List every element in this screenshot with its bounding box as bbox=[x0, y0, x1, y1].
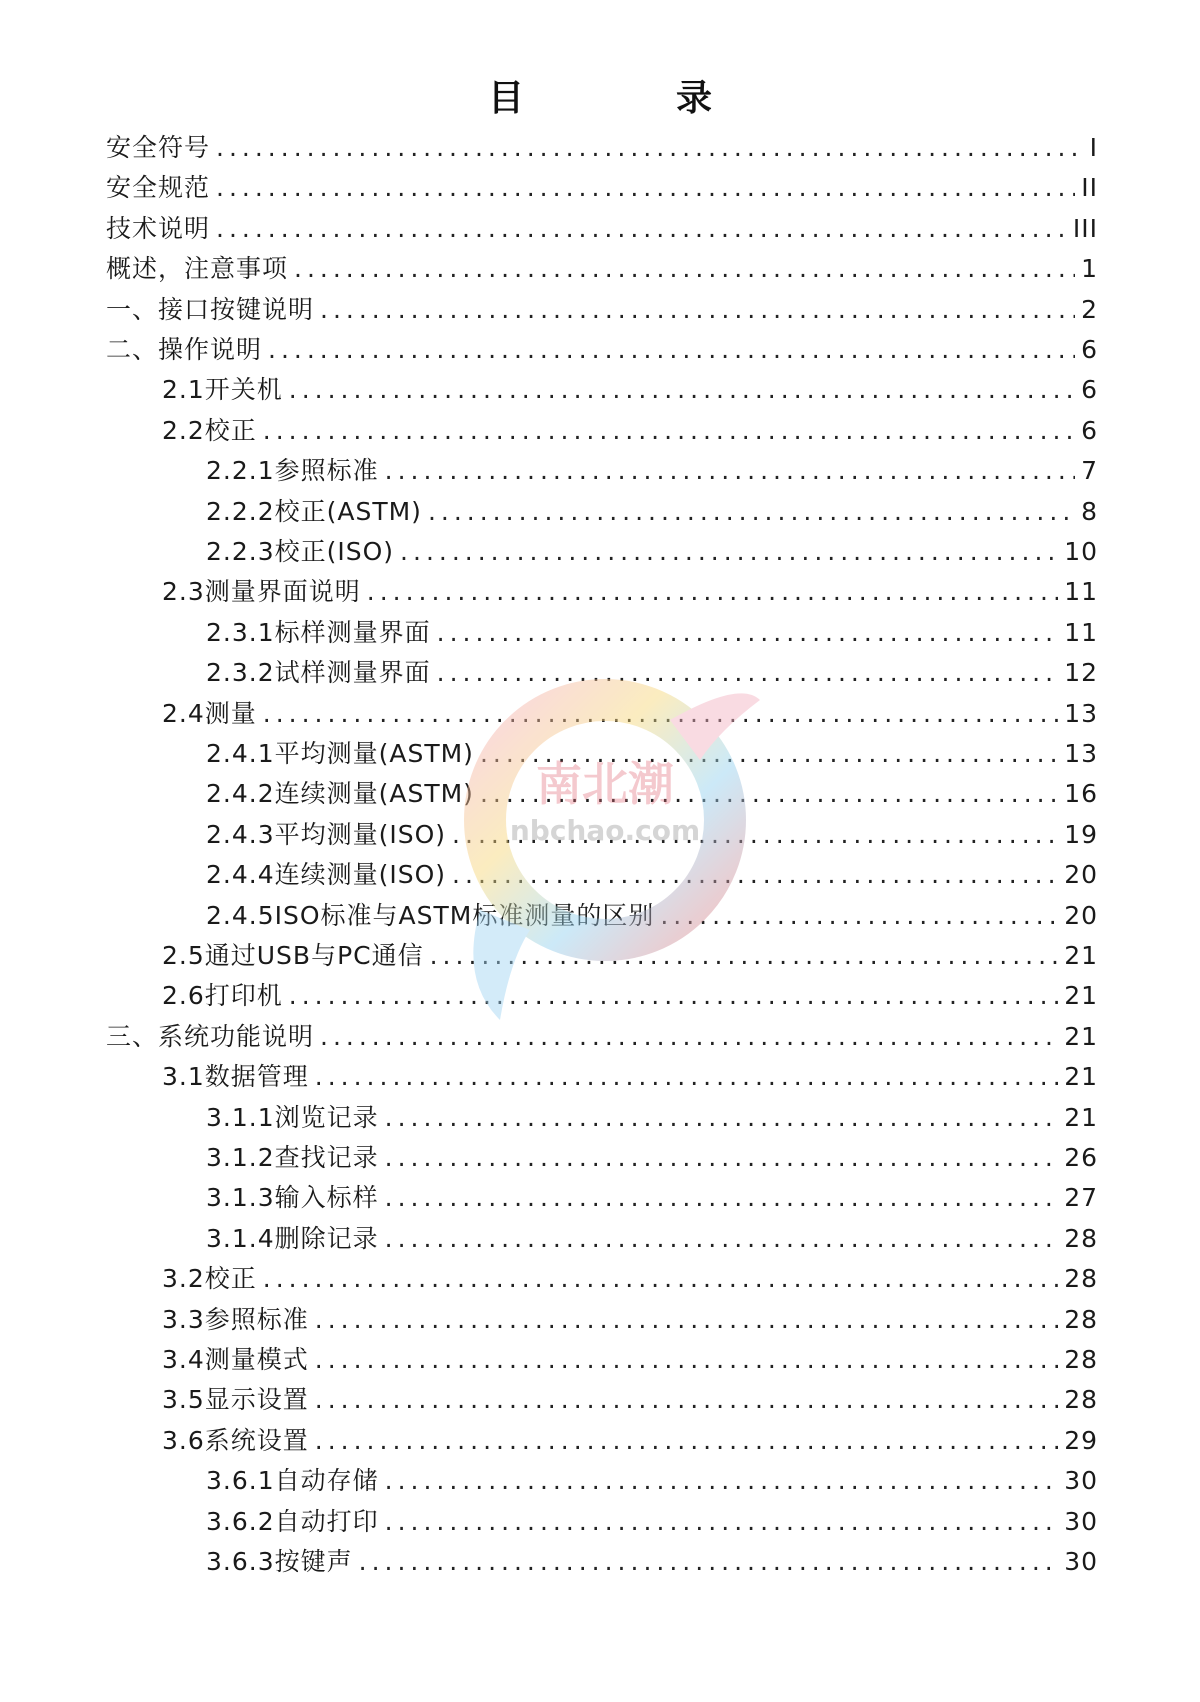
toc-entry-page-number: 30 bbox=[1064, 1466, 1098, 1496]
toc-leader-dots bbox=[385, 1461, 1059, 1501]
toc-entry-label: 3.6.2自动打印 bbox=[206, 1506, 379, 1536]
toc-entry-page-number: 28 bbox=[1064, 1385, 1098, 1415]
toc-entry-label: 三、系统功能说明 bbox=[106, 1021, 315, 1051]
toc-entry[interactable] bbox=[106, 1017, 1098, 1057]
toc-entry-label: 2.3.2试样测量界面 bbox=[206, 658, 431, 688]
toc-leader-dots bbox=[268, 330, 1075, 370]
toc-entry[interactable] bbox=[106, 209, 1098, 249]
toc-entry-page-number: 21 bbox=[1064, 1021, 1098, 1051]
toc-entry-page-number: 2 bbox=[1081, 294, 1098, 324]
toc-entry[interactable] bbox=[206, 532, 1098, 572]
toc-entry-page-number: 6 bbox=[1081, 415, 1098, 445]
toc-entry-label: 2.2.2校正(ASTM) bbox=[206, 496, 422, 526]
toc-leader-dots bbox=[385, 1502, 1059, 1542]
toc-entry[interactable] bbox=[162, 1300, 1098, 1340]
toc-entry-label: 2.2校正 bbox=[162, 415, 257, 445]
toc-leader-dots bbox=[430, 936, 1059, 976]
toc-entry[interactable] bbox=[206, 1502, 1098, 1542]
toc-leader-dots bbox=[289, 370, 1075, 410]
toc-entry-page-number: 28 bbox=[1064, 1223, 1098, 1253]
toc-leader-dots bbox=[294, 249, 1075, 289]
toc-entry-label: 2.4.3平均测量(ISO) bbox=[206, 819, 447, 849]
toc-leader-dots bbox=[359, 1542, 1059, 1582]
toc-entry-page-number: 8 bbox=[1081, 496, 1098, 526]
toc-leader-dots bbox=[452, 855, 1058, 895]
toc-entry-page-number: 29 bbox=[1064, 1425, 1098, 1455]
toc-entry[interactable] bbox=[206, 1461, 1098, 1501]
toc-entry[interactable] bbox=[206, 734, 1098, 774]
page-title: 目 录 bbox=[487, 78, 770, 119]
toc-entry-page-number: 28 bbox=[1064, 1264, 1098, 1294]
toc-entry[interactable] bbox=[206, 1219, 1098, 1259]
toc-entry[interactable] bbox=[162, 976, 1098, 1016]
toc-entry-page-number: 30 bbox=[1064, 1547, 1098, 1576]
toc-entry-label: 技术说明 bbox=[106, 213, 211, 243]
toc-entry-page-number: 30 bbox=[1064, 1506, 1098, 1536]
toc-entry-page-number: 6 bbox=[1081, 375, 1098, 405]
toc-entry-label: 安全符号 bbox=[106, 133, 211, 162]
toc-entry-label: 2.4.4连续测量(ISO) bbox=[206, 860, 447, 890]
toc-entry-label: 3.6.1自动存储 bbox=[206, 1466, 379, 1496]
toc-entry-label: 3.3参照标准 bbox=[162, 1304, 309, 1334]
toc-entry-page-number: 21 bbox=[1064, 941, 1098, 970]
toc-entry[interactable] bbox=[106, 249, 1098, 289]
toc-leader-dots bbox=[385, 1098, 1059, 1138]
toc-entry-label: 2.2.3校正(ISO) bbox=[206, 537, 395, 566]
toc-entry[interactable] bbox=[206, 492, 1098, 532]
toc-entry[interactable] bbox=[206, 653, 1098, 693]
toc-entry-label: 2.6打印机 bbox=[162, 981, 283, 1011]
toc-entry-label: 概述，注意事项 bbox=[106, 254, 289, 284]
toc-entry-page-number: 7 bbox=[1081, 456, 1098, 486]
toc-entry-page-number: 27 bbox=[1064, 1183, 1098, 1213]
toc-leader-dots bbox=[480, 774, 1058, 814]
toc-entry[interactable] bbox=[206, 1178, 1098, 1218]
toc-entry[interactable] bbox=[206, 613, 1098, 653]
toc-entry[interactable] bbox=[206, 451, 1098, 491]
toc-entry-page-number: 26 bbox=[1064, 1143, 1098, 1172]
toc-entry-page-number: 12 bbox=[1064, 658, 1098, 688]
toc-entry-label: 3.1.1浏览记录 bbox=[206, 1102, 379, 1132]
toc-entry[interactable] bbox=[162, 411, 1098, 451]
toc-entry-label: 2.5通过USB与PC通信 bbox=[162, 941, 424, 970]
toc-entry[interactable] bbox=[206, 1138, 1098, 1178]
toc-entry[interactable] bbox=[206, 774, 1098, 814]
toc-entry-label: 2.3.1标样测量界面 bbox=[206, 617, 431, 647]
toc-entry-label: 2.4.5ISO标准与ASTM标准测量的区别 bbox=[206, 900, 655, 930]
toc-entry[interactable] bbox=[162, 1380, 1098, 1420]
toc-leader-dots bbox=[385, 1178, 1059, 1218]
watermark-site: nbchao.com bbox=[509, 814, 701, 847]
toc-entry-label: 2.1开关机 bbox=[162, 375, 283, 405]
toc-leader-dots bbox=[320, 290, 1075, 330]
toc-entry-page-number: 19 bbox=[1064, 819, 1098, 849]
toc-entry-label: 3.6.3按键声 bbox=[206, 1547, 353, 1576]
toc-leader-dots bbox=[315, 1300, 1058, 1340]
toc-entry-label: 2.3测量界面说明 bbox=[162, 577, 361, 607]
toc-leader-dots bbox=[263, 1259, 1058, 1299]
toc-entry[interactable] bbox=[162, 1421, 1098, 1461]
toc-entry[interactable] bbox=[206, 855, 1098, 895]
toc-leader-dots bbox=[437, 653, 1059, 693]
toc-leader-dots bbox=[216, 209, 1067, 249]
toc-entry-label: 3.1数据管理 bbox=[162, 1062, 309, 1092]
toc-entry[interactable] bbox=[206, 1098, 1098, 1138]
toc-entry[interactable] bbox=[162, 1340, 1098, 1380]
toc-entry[interactable] bbox=[162, 572, 1098, 612]
toc-leader-dots bbox=[480, 734, 1058, 774]
toc-leader-dots bbox=[385, 1138, 1059, 1178]
toc-leader-dots bbox=[315, 1380, 1058, 1420]
toc-entry[interactable] bbox=[106, 128, 1098, 168]
toc-entry-page-number: 28 bbox=[1064, 1304, 1098, 1334]
toc-entry[interactable] bbox=[162, 1259, 1098, 1299]
toc-leader-dots bbox=[263, 411, 1075, 451]
toc-leader-dots bbox=[367, 572, 1058, 612]
toc-entry[interactable] bbox=[106, 168, 1098, 208]
toc-leader-dots bbox=[437, 613, 1059, 653]
toc-entry-page-number: 16 bbox=[1064, 779, 1098, 809]
toc-entry-label: 一、接口按键说明 bbox=[106, 294, 315, 324]
toc-entry-page-number: 10 bbox=[1064, 537, 1098, 566]
toc-entry-page-number: 13 bbox=[1064, 698, 1098, 728]
toc-leader-dots bbox=[660, 896, 1058, 936]
toc-entry[interactable] bbox=[206, 1542, 1098, 1582]
toc-entry-page-number: 20 bbox=[1064, 860, 1098, 890]
toc-entry[interactable] bbox=[162, 936, 1098, 976]
toc-leader-dots bbox=[216, 128, 1084, 168]
toc-entry-page-number: 11 bbox=[1064, 617, 1098, 647]
toc-leader-dots bbox=[428, 492, 1075, 532]
toc-entry-page-number: 21 bbox=[1064, 981, 1098, 1011]
toc-leader-dots bbox=[289, 976, 1058, 1016]
toc-entry-label: 3.1.3输入标样 bbox=[206, 1183, 379, 1213]
toc-leader-dots bbox=[216, 168, 1075, 208]
toc-entry[interactable] bbox=[206, 896, 1098, 936]
watermark-brand: 南北潮 bbox=[536, 757, 674, 811]
toc-leader-dots bbox=[315, 1340, 1058, 1380]
toc-entry-label: 3.1.2查找记录 bbox=[206, 1143, 379, 1172]
toc-entry[interactable] bbox=[162, 694, 1098, 734]
toc-entry-page-number: III bbox=[1072, 213, 1098, 243]
toc-entry-page-number: 21 bbox=[1064, 1102, 1098, 1132]
toc-leader-dots bbox=[315, 1057, 1058, 1097]
toc-leader-dots bbox=[315, 1421, 1058, 1461]
toc-entry[interactable] bbox=[162, 1057, 1098, 1097]
toc-leader-dots bbox=[385, 451, 1075, 491]
toc-entry-label: 3.6系统设置 bbox=[162, 1425, 309, 1455]
toc-entry[interactable] bbox=[106, 330, 1098, 370]
toc-entry[interactable] bbox=[162, 370, 1098, 410]
toc-entry-label: 安全规范 bbox=[106, 173, 211, 203]
toc-entry-label: 二、操作说明 bbox=[106, 335, 263, 364]
toc-entry-page-number: 28 bbox=[1064, 1345, 1098, 1374]
toc-leader-dots bbox=[452, 815, 1058, 855]
toc-entry-label: 2.4.2连续测量(ASTM) bbox=[206, 779, 474, 809]
toc-leader-dots bbox=[320, 1017, 1058, 1057]
toc-entry-label: 3.2校正 bbox=[162, 1264, 257, 1294]
toc-entry-label: 3.4测量模式 bbox=[162, 1345, 309, 1374]
toc-entry-page-number: I bbox=[1089, 133, 1098, 162]
toc-entry-page-number: II bbox=[1081, 173, 1098, 203]
toc-entry-label: 2.2.1参照标准 bbox=[206, 456, 379, 486]
toc-entry-page-number: 21 bbox=[1064, 1062, 1098, 1092]
toc-entry-page-number: 11 bbox=[1064, 577, 1098, 607]
toc-entry[interactable] bbox=[106, 290, 1098, 330]
toc-entry-page-number: 20 bbox=[1064, 900, 1098, 930]
toc-leader-dots bbox=[400, 532, 1058, 572]
toc-entry-label: 3.5显示设置 bbox=[162, 1385, 309, 1415]
toc-entry-label: 2.4测量 bbox=[162, 698, 257, 728]
toc-entry-page-number: 13 bbox=[1064, 739, 1098, 768]
toc-entry[interactable] bbox=[206, 815, 1098, 855]
toc-leader-dots bbox=[263, 694, 1058, 734]
toc-entry-page-number: 6 bbox=[1081, 335, 1098, 364]
toc-leader-dots bbox=[385, 1219, 1059, 1259]
toc-entry-page-number: 1 bbox=[1081, 254, 1098, 284]
toc-entry-label: 3.1.4删除记录 bbox=[206, 1223, 379, 1253]
toc-entry-label: 2.4.1平均测量(ASTM) bbox=[206, 739, 474, 768]
